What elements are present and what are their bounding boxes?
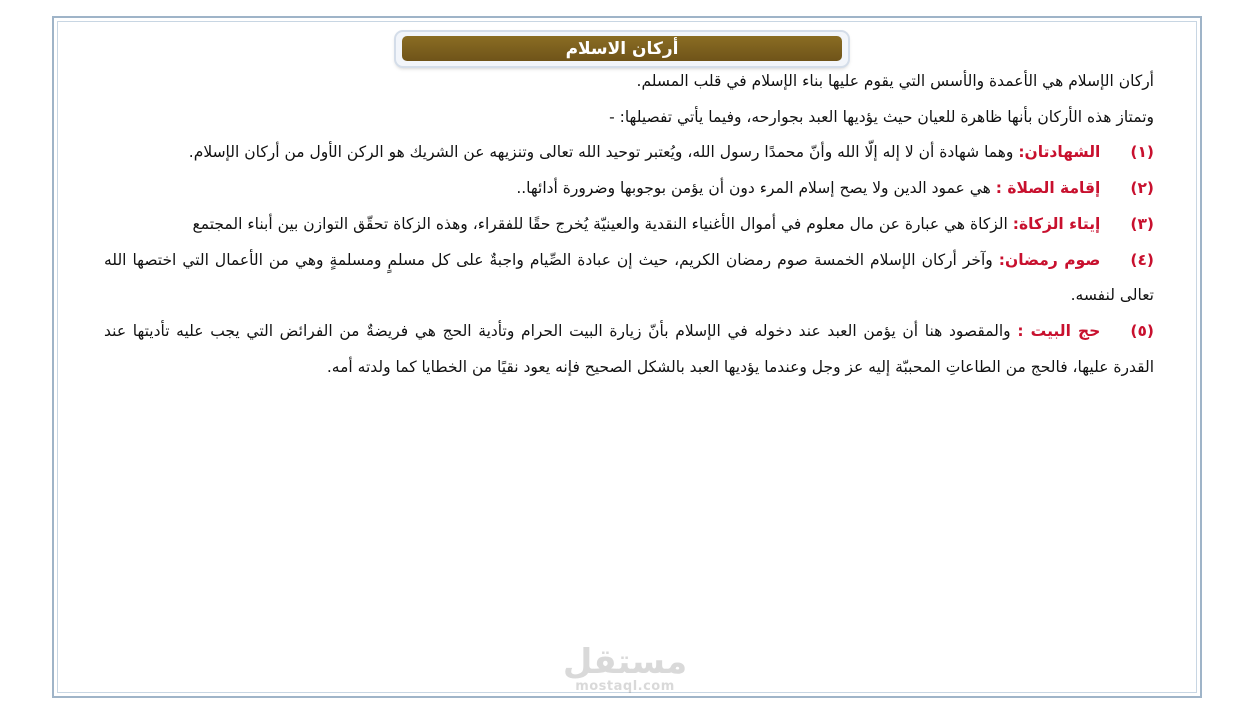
page-title: أركان الاسلام	[402, 36, 842, 61]
pillar-heading: الشهادتان:	[1018, 143, 1101, 162]
document-body	[104, 64, 1154, 385]
pillar-text: والمقصود هنا أن يؤمن العبد عند دخوله في الإسلام بأنّ زيارة البيت الحرام وتأدية الحج هي فريضةٌ من الفرائض التي يجب عليه تأديتها عند القدرة عليها، فالحج من الطاعاتِ المحببّة إليه عز وجل وعندما يؤديها العبد بالشكل الصحيح فإنه يعود نقيًا من الخطايا كما ولدته أمه.	[104, 321, 1154, 376]
pillar-number: (٥)	[1130, 321, 1155, 340]
pillar-text: وآخر أركان الإسلام الخمسة صوم رمضان الكريم، حيث إن عبادة الصِّيام واجبةٌ على كل مسلمٍ ومسلمةٍ وهي من الأعمال التي اختصها الله تعالى لنفسه.	[104, 250, 1154, 305]
intro-paragraph-2: وتمتاز هذه الأركان بأنها ظاهرة للعيان حيث يؤديها العبد بجوارحه، وفيما يأتي تفصيلها: -	[609, 107, 1154, 126]
pillar-number: (٤)	[1130, 250, 1154, 269]
watermark-latin: mostaql.com	[575, 679, 675, 694]
pillar-item	[104, 171, 1154, 207]
pillar-item	[104, 243, 1154, 314]
pillar-item	[104, 207, 1154, 243]
title-banner	[396, 32, 848, 66]
pillar-item	[104, 314, 1154, 385]
pillar-number: (١)	[1130, 143, 1154, 162]
pillar-text: الزكاة هي عبارة عن مال معلوم في أموال الأغنياء النقدية والعينيّة يُخرج حقًا للفقراء، وهذه الزكاة تحقّق التوازن بين أبناء المجتمع	[192, 214, 1008, 233]
pillar-item	[104, 135, 1154, 171]
watermark-arabic: مستقل	[562, 642, 688, 682]
pillar-heading: حج البيت :	[1017, 321, 1101, 340]
pillar-number: (٢)	[1130, 179, 1154, 198]
pillar-number: (٣)	[1130, 214, 1154, 233]
pillar-text: وهما شهادة أن لا إله إلّا الله وأنّ محمدًا رسول الله، ويُعتبر توحيد الله تعالى وتنزيهه عن الشريك هو الركن الأول من أركان الإسلام.	[188, 143, 1014, 162]
pillar-heading: إيتاء الزكاة:	[1012, 214, 1101, 233]
pillar-heading: صوم رمضان:	[998, 250, 1101, 269]
pillar-text: هي عمود الدين ولا يصح إسلام المرء دون أن يؤمن بوجوبها وضرورة أدائها..	[516, 179, 991, 198]
intro-paragraph-1: أركان الإسلام هي الأعمدة والأسس التي يقوم عليها بناء الإسلام في قلب المسلم.	[636, 72, 1154, 90]
pillar-heading: إقامة الصلاة :	[995, 179, 1101, 198]
